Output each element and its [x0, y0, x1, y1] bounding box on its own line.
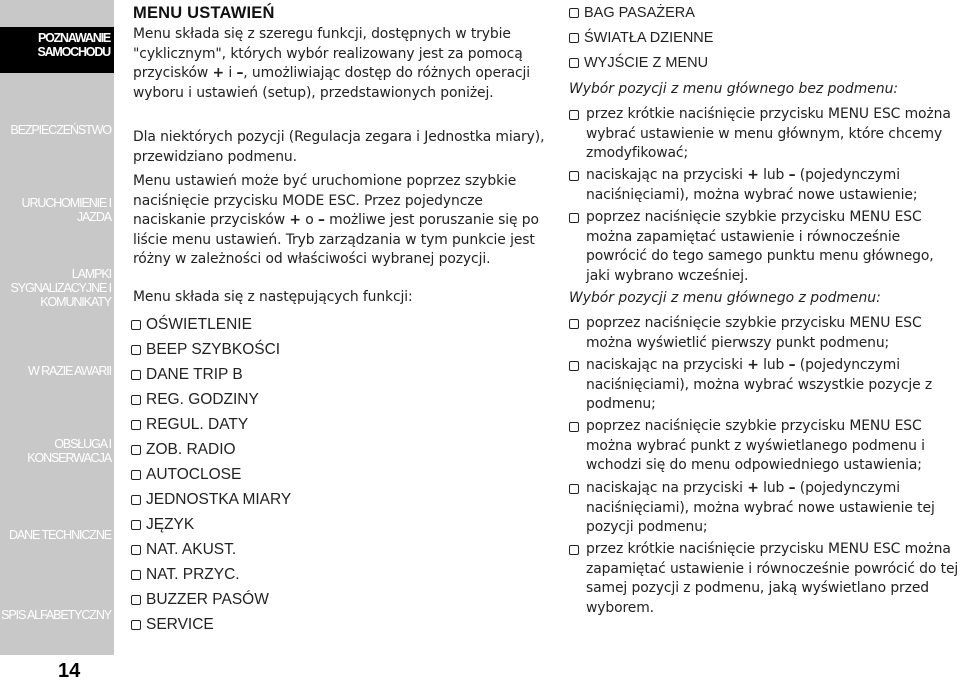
- checkbox-bullet-icon: [131, 495, 141, 505]
- menu-function-item: [131, 387, 291, 412]
- checkbox-bullet-icon: [131, 520, 141, 530]
- sidebar-item-label: SYGNALIZACYJNE I: [10, 281, 111, 295]
- checkbox-bullet-icon: [569, 422, 579, 432]
- sidebar-item-label: KONSERWACJA: [27, 451, 111, 465]
- checkbox-bullet-icon: [569, 110, 579, 120]
- menu-function-label: AUTOCLOSE: [146, 466, 242, 483]
- checkbox-bullet-icon: [569, 58, 579, 68]
- menu-function-label: JEDNOSTKA MIARY: [146, 491, 292, 508]
- menu-function-label: REGUL. DATY: [146, 416, 249, 433]
- sidebar-item-label: DANE TECHNICZNE: [8, 528, 111, 542]
- sidebar-item-label: OBSŁUGA I: [54, 437, 111, 451]
- sidebar-item-uruchomienie-i-jazda[interactable]: [0, 196, 111, 224]
- section-heading: MENU USTAWIEŃ: [133, 4, 275, 22]
- instruction-item: naciskając na przyciski + lub – (pojedynczymi naciśnięciami), można wybrać nowe ustawienie;: [569, 166, 960, 205]
- page-number: 14: [58, 660, 81, 682]
- menu-function-label: OŚWIETLENIE: [146, 316, 252, 333]
- sidebar-item-label: POZNAWANIE: [37, 31, 110, 45]
- checkbox-bullet-icon: [131, 545, 141, 555]
- menu-function-label: NAT. AKUST.: [146, 541, 237, 558]
- checkbox-bullet-icon: [569, 545, 579, 555]
- menu-function-label: ZOB. RADIO: [146, 441, 236, 458]
- sidebar-item-lampki-sygnalizacyjne[interactable]: [0, 267, 111, 309]
- checkbox-bullet-icon: [131, 370, 141, 380]
- checkbox-bullet-icon: [569, 213, 579, 223]
- instruction-item: poprzez naciśnięcie szybkie przycisku MENU ESC można wybrać punkt z wyświetlanego podmenu i wchodzi się do menu odpowiedniego ustawienia;: [569, 417, 960, 476]
- menu-function-item: [131, 537, 291, 562]
- instruction-item: poprzez naciśnięcie szybkie przycisku MENU ESC można wyświetlić pierwszy punkt podmenu;: [569, 314, 960, 353]
- checkbox-bullet-icon: [131, 620, 141, 630]
- checkbox-bullet-icon: [569, 33, 579, 43]
- menu-function-label: NAT. PRZYC.: [146, 566, 240, 583]
- menu-function-label: SERVICE: [146, 616, 214, 633]
- menu-function-item: [131, 362, 291, 387]
- list-item: WYJŚCIE Z MENU: [569, 53, 960, 73]
- sidebar-item-spis-alfabetyczny[interactable]: [0, 608, 111, 622]
- checkbox-bullet-icon: [131, 570, 141, 580]
- checkbox-bullet-icon: [131, 395, 141, 405]
- menu-function-item: [131, 462, 291, 487]
- sidebar-item-obsluga-i-konserwacja[interactable]: [0, 437, 111, 465]
- menu-function-item: [131, 337, 291, 362]
- sidebar-item-label: BEZPIECZEŃSTWO: [10, 123, 111, 137]
- instruction-item: naciskając na przyciski + lub – (pojedynczymi naciśnięciami), można wybrać nowe ustawienie tej pozycji podmenu;: [569, 479, 960, 538]
- checkbox-bullet-icon: [131, 595, 141, 605]
- menu-functions-list: [131, 312, 291, 637]
- checkbox-bullet-icon: [131, 445, 141, 455]
- sidebar-item-label: W RAZIE AWARII: [28, 364, 111, 378]
- menu-function-item: [131, 512, 291, 537]
- checkbox-bullet-icon: [569, 8, 579, 18]
- instruction-item: naciskając na przyciski + lub – (pojedynczymi naciśnięciami), można wybrać wszystkie pozycje z podmenu;: [569, 356, 960, 415]
- checkbox-bullet-icon: [569, 484, 579, 494]
- sidebar-item-label: JAZDA: [76, 210, 111, 224]
- intro-paragraph: Menu składa się z szeregu funkcji, dostępnych w trybie "cyklicznym", których wybór realizowany jest za pomocą przycisków + i –, umożliwiając dostęp do różnych operacji wyboru i ustawień (setup), przedstawionych poniżej.: [133, 26, 531, 101]
- checkbox-bullet-icon: [569, 361, 579, 371]
- list-item: ŚWIATŁA DZIENNE: [569, 28, 960, 48]
- instruction-item: przez krótkie naciśnięcie przycisku MENU ESC można wybrać ustawienie w menu głównym, które chcemy zmodyfikować;: [569, 105, 960, 164]
- sidebar-item-w-razie-awarii[interactable]: [0, 364, 111, 378]
- chapter-sidebar: [0, 0, 114, 655]
- sidebar-item-poznawanie-samochodu[interactable]: [0, 27, 114, 73]
- instruction-item: przez krótkie naciśnięcie przycisku MENU ESC można zapamiętać ustawienie i równocześnie powrócić do tej samej pozycji z podmenu, jaką wyświetlano przed wyborem.: [569, 540, 960, 618]
- caption-with-submenu: Wybór pozycji z menu głównego z podmenu:: [569, 290, 881, 306]
- sidebar-item-label: URUCHOMIENIE I: [21, 196, 111, 210]
- sidebar-item-dane-techniczne[interactable]: [0, 528, 111, 542]
- menu-function-item: [131, 487, 291, 512]
- menu-function-label: REG. GODZINY: [146, 391, 259, 408]
- menu-function-item: [131, 612, 291, 637]
- checkbox-bullet-icon: [131, 320, 141, 330]
- menu-function-label: BEEP SZYBKOŚCI: [146, 341, 281, 358]
- menu-function-label: JĘZYK: [146, 516, 195, 533]
- sidebar-item-label: LAMPKI: [71, 267, 111, 281]
- menu-function-label: BUZZER PASÓW: [146, 591, 269, 608]
- functions-intro: Menu składa się z następujących funkcji:: [133, 289, 413, 305]
- caption-no-submenu: Wybór pozycji z menu głównego bez podmenu:: [569, 81, 899, 97]
- menu-function-item: [131, 437, 291, 462]
- instruction-item: poprzez naciśnięcie szybkie przycisku MENU ESC można zapamiętać ustawienie i równocześnie powrócić do tego samego punktu menu głównego, jaki wybrano wcześniej.: [569, 208, 960, 286]
- checkbox-bullet-icon: [131, 470, 141, 480]
- sidebar-item-label: KOMUNIKATY: [40, 295, 111, 309]
- menu-function-item: [131, 312, 291, 337]
- checkbox-bullet-icon: [569, 319, 579, 329]
- menu-function-item: [131, 412, 291, 437]
- sidebar-item-label: SAMOCHODU: [37, 45, 110, 59]
- menu-function-label: DANE TRIP B: [146, 366, 243, 383]
- submenu-paragraph: Dla niektórych pozycji (Regulacja zegara i Jednostka miary), przewidziano podmenu.: [133, 129, 545, 165]
- sidebar-item-bezpieczenstwo[interactable]: [0, 123, 111, 137]
- checkbox-bullet-icon: [131, 345, 141, 355]
- sidebar-item-label: SPIS ALFABETYCZNY: [1, 608, 111, 622]
- list-item: BAG PASAŻERA: [569, 3, 960, 23]
- checkbox-bullet-icon: [569, 171, 579, 181]
- activation-paragraph: Menu ustawień może być uruchomione poprzez szybkie naciśnięcie przycisku MODE ESC. Przez pojedyncze naciskanie przycisków + o – możliwe jest poruszanie się po liście menu ustawień. Tryb zarządzania w tym punkcie jest różny w zależności od właściwości wybranej pozycji.: [133, 173, 539, 267]
- menu-function-item: [131, 562, 291, 587]
- checkbox-bullet-icon: [131, 420, 141, 430]
- menu-function-item: [131, 587, 291, 612]
